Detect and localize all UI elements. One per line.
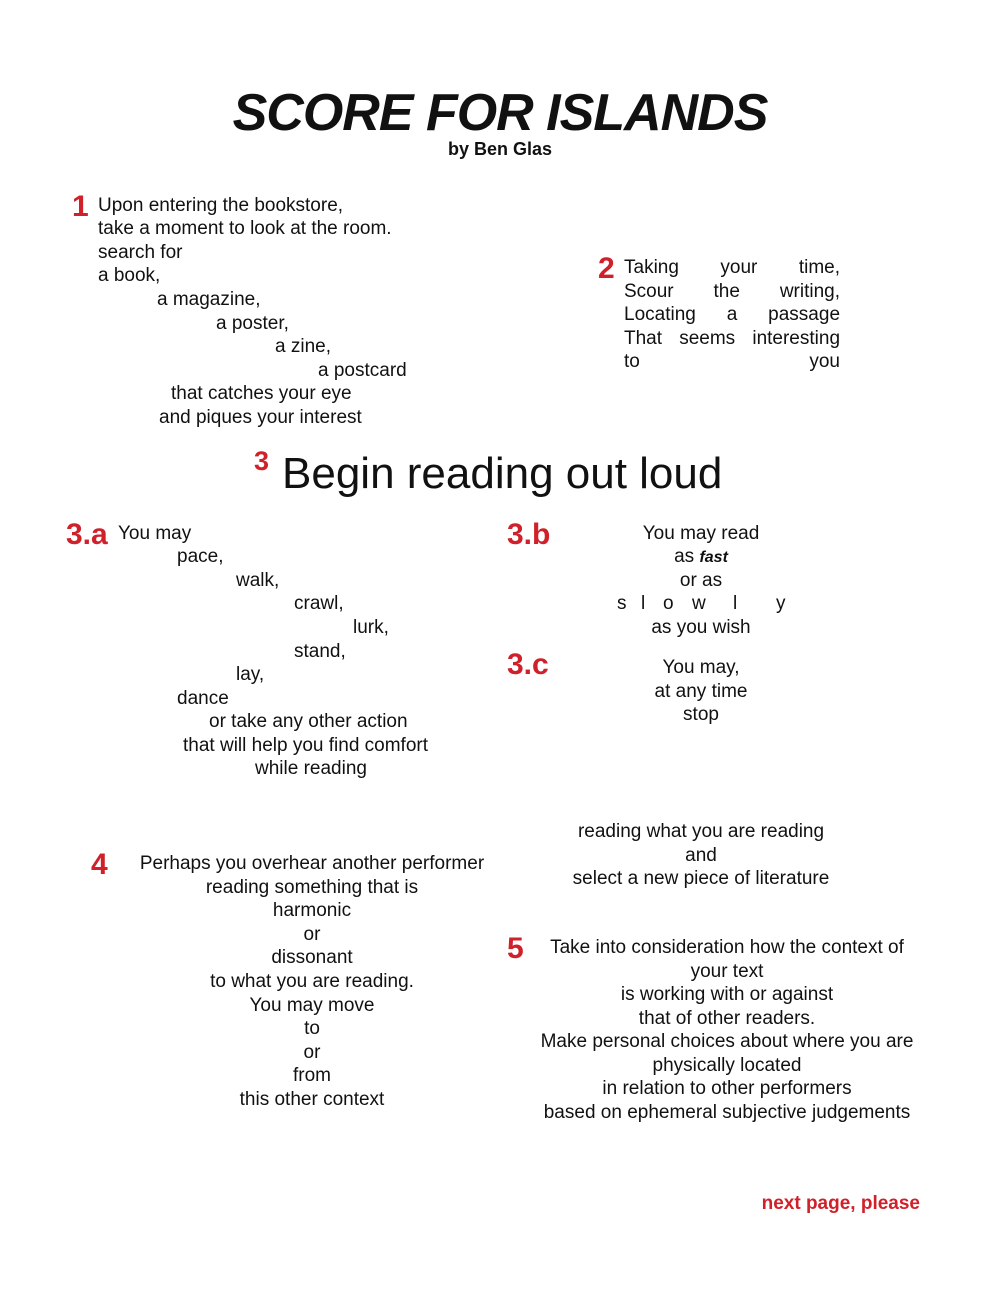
section-3a-line: crawl, bbox=[294, 593, 344, 614]
section-5-line: based on ephemeral subjective judgements bbox=[543, 1102, 911, 1123]
section-3c-number: 3.c bbox=[507, 648, 549, 681]
author-byline: by Ben Glas bbox=[447, 139, 553, 159]
section-2-line bbox=[624, 327, 840, 351]
section-3b-as: as bbox=[674, 546, 695, 567]
section-1-number: 1 bbox=[72, 190, 89, 223]
section-3a-line: while reading bbox=[255, 758, 367, 779]
section-3-number: 3 bbox=[254, 446, 270, 476]
word: time, bbox=[798, 257, 841, 278]
section-2-line bbox=[624, 256, 840, 280]
word: your bbox=[720, 257, 758, 278]
section-5-line: your text bbox=[690, 961, 764, 982]
section-3a-line: lurk, bbox=[353, 617, 389, 638]
section-3b-fast: fast bbox=[699, 549, 728, 566]
section-4-number: 4 bbox=[91, 848, 108, 881]
next-page-link[interactable]: next page, please bbox=[761, 1193, 920, 1214]
section-4-line: Perhaps you overhear another performer bbox=[139, 853, 485, 874]
section-3a-line: dance bbox=[177, 688, 229, 709]
slowly-letter: l bbox=[733, 593, 738, 614]
section-4-line: to what you are reading. bbox=[210, 971, 414, 992]
section-5-line: in relation to other performers bbox=[602, 1078, 852, 1099]
word: That bbox=[624, 327, 663, 349]
section-5-line: physically located bbox=[652, 1055, 802, 1076]
word: to bbox=[624, 351, 640, 373]
word: you bbox=[809, 351, 840, 373]
section-3a-line: pace, bbox=[177, 546, 224, 567]
section-5-line: Take into consideration how the context of bbox=[550, 937, 904, 958]
word: the bbox=[713, 280, 740, 302]
section-3c-cont-line: select a new piece of literature bbox=[572, 868, 830, 889]
section-4-line: harmonic bbox=[272, 900, 352, 921]
section-1-line: a book, bbox=[98, 265, 161, 286]
section-3c-cont-line: reading what you are reading bbox=[577, 821, 825, 842]
section-3-heading: Begin reading out loud bbox=[282, 449, 723, 498]
section-2-line bbox=[624, 280, 840, 304]
section-2-number: 2 bbox=[598, 252, 615, 285]
section-2 bbox=[624, 256, 840, 374]
section-3c-line: You may, bbox=[662, 657, 740, 678]
section-2-line bbox=[624, 303, 840, 327]
section-4-line: this other context bbox=[239, 1089, 385, 1110]
section-3a-line: lay, bbox=[236, 664, 265, 685]
word: interesting bbox=[752, 327, 841, 349]
section-1-line: search for bbox=[98, 242, 183, 263]
section-4-line: to bbox=[304, 1018, 320, 1039]
section-3a-line: that will help you find comfort bbox=[183, 735, 429, 756]
section-3b-line bbox=[674, 545, 728, 570]
word: Taking bbox=[624, 257, 679, 278]
section-3a-line: or take any other action bbox=[209, 711, 408, 732]
section-5-line: Make personal choices about where you are bbox=[540, 1031, 914, 1052]
word: Scour bbox=[624, 280, 674, 302]
slowly-letter: y bbox=[776, 593, 786, 614]
word: a bbox=[726, 304, 738, 326]
word: Locating bbox=[624, 304, 696, 326]
section-4-line: You may move bbox=[249, 995, 375, 1016]
word: seems bbox=[679, 327, 736, 349]
section-1-line: a zine, bbox=[275, 336, 331, 357]
section-3a-line: You may bbox=[118, 523, 192, 544]
section-3b-line: You may read bbox=[642, 523, 760, 544]
section-3a-number: 3.a bbox=[66, 518, 108, 551]
section-3c-cont-line: and bbox=[685, 845, 717, 866]
slowly-letter: o bbox=[663, 593, 674, 614]
word: writing, bbox=[779, 280, 840, 302]
section-3b-number: 3.b bbox=[507, 518, 551, 551]
section-1-line: a postcard bbox=[318, 360, 407, 381]
section-1-line: and piques your interest bbox=[159, 407, 362, 428]
page-title: SCORE FOR ISLANDS bbox=[232, 84, 768, 142]
section-3b-line: as you wish bbox=[651, 617, 751, 638]
slowly-letter: w bbox=[692, 593, 706, 614]
section-4-line: reading something that is bbox=[205, 877, 419, 898]
slowly-letter: s bbox=[617, 593, 627, 614]
section-4-line: dissonant bbox=[271, 947, 353, 968]
section-1-line: Upon entering the bookstore, bbox=[98, 195, 344, 216]
section-5-number: 5 bbox=[507, 932, 524, 965]
word: passage bbox=[768, 304, 841, 326]
section-5-line: that of other readers. bbox=[638, 1008, 816, 1029]
section-2-line bbox=[624, 350, 840, 374]
section-4-line: or bbox=[303, 924, 321, 945]
section-1-line: a magazine, bbox=[157, 289, 261, 310]
section-3a-line: stand, bbox=[294, 641, 346, 662]
section-1-line: that catches your eye bbox=[171, 383, 352, 404]
section-3b-line: or as bbox=[679, 570, 723, 591]
section-4-line: from bbox=[293, 1065, 331, 1086]
section-3c-line: stop bbox=[683, 704, 719, 725]
section-5-line: is working with or against bbox=[620, 984, 834, 1005]
slowly-letter: l bbox=[641, 593, 646, 614]
section-4-line: or bbox=[303, 1042, 321, 1063]
section-1-line: a poster, bbox=[216, 313, 289, 334]
section-1-line: take a moment to look at the room. bbox=[98, 218, 392, 239]
section-3a-line: walk, bbox=[236, 570, 280, 591]
section-3c-line: at any time bbox=[654, 681, 748, 702]
